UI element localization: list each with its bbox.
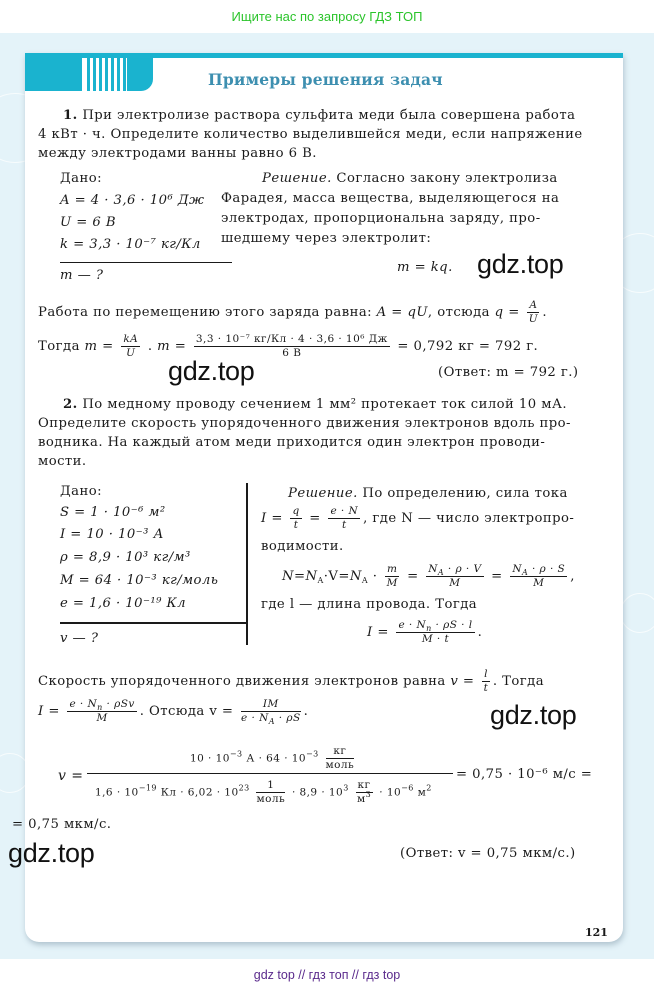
top-banner: Ищите нас по запросу ГДЗ ТОП — [0, 0, 654, 33]
solution-text: Согласно закону электролиза — [336, 171, 558, 186]
problem2-statement-line: мости. — [38, 454, 87, 469]
problem2-text: По медному проводу сечением 1 мм² протекает ток силой 10 мА. — [82, 397, 568, 412]
problem2-given-item: ρ = 8,9 · 10³ кг/м³ — [60, 550, 191, 565]
solution-text: По определению, сила тока — [362, 486, 568, 501]
work-line: Работа по перемещению этого заряда равна: A = qU, отсюда q = $\frac{A}{U}$ . — [38, 299, 548, 325]
problem1-given-item: A = 4 · 3,6 · 10⁶ Дж — [60, 193, 205, 208]
where-l-line: где l — длина провода. Тогда — [261, 597, 478, 612]
v-expression-line: I = $\frac{e \cdot N_n \cdot \rho Sv}{M}$ . Отсюда v = $\frac{IM}{e \cdot N_A \cdot \rho S}$ . — [38, 698, 309, 726]
header-stripe — [105, 53, 108, 91]
fraction-q-over-t: $\frac{q}{t}$ — [292, 505, 300, 531]
header-stripe — [99, 53, 102, 91]
fraction-ka-over-u: $\frac{kA}{U}$ — [123, 333, 139, 359]
current-definition: I = $\frac{q}{t}$ = $\frac{e \cdot N}{t}$ , где N — число электропро- — [261, 505, 575, 531]
problem2-answer: (Ответ: v = 0,75 мкм/с.) — [400, 846, 576, 861]
speed-line: Скорость упорядоченного движения электронов равна v = $\frac{l}{t}$ . Тогда — [38, 668, 545, 694]
problem2-given-item: M = 64 · 10⁻³ кг/моль — [60, 573, 219, 588]
i-formula: I = $\frac{e \cdot N_n \cdot \rho S \cdot l}{M \cdot t}$ . — [367, 619, 483, 645]
big-numerator: $10 \cdot 10^{-3}$ $А \cdot 64 \cdot 10^{-3}$ $\frac{кг}{\text{моль}}$ — [190, 745, 355, 771]
problem1-text: При электролизе раствора сульфита меди была совершена работа — [82, 108, 576, 123]
problem1-statement-line: между электродами ванны равно 6 В. — [38, 146, 317, 161]
header-bar — [25, 53, 623, 58]
header-stripe — [111, 53, 114, 91]
fraction-v-formula: $\frac{IM}{e \cdot N_A \cdot \rho S}$ — [241, 698, 301, 726]
problem1-answer: (Ответ: m = 792 г.) — [438, 365, 579, 380]
fraction-mass-calc: $\frac{\text{3,3 · 10⁻⁷ кг/Кл · 4 · 3,6 · 10⁶ Дж}}{6 В}$ — [195, 333, 388, 359]
watermark: gdz.top — [168, 356, 255, 386]
fraction-NApV-over-M: $\frac{N_A \cdot \rho \cdot V}{M}$ — [428, 563, 482, 589]
problem2-statement-line: Определите скорость упорядоченного движения электронов вдоль про- — [38, 416, 571, 431]
problem1-solution-line: электродах, пропорциональна заряду, про- — [221, 211, 541, 226]
problem2-find: v — ? — [60, 631, 99, 646]
bottom-banner: gdz top // гдз топ // гдз top — [0, 959, 654, 994]
header-stripe — [117, 53, 120, 91]
watermark: gdz.top — [477, 249, 564, 279]
header-block — [25, 53, 82, 91]
problem2-statement-line — [63, 396, 567, 413]
fraction-current-length: $\frac{e \cdot N_n \cdot \rho S \cdot l}{M \cdot t}$ — [398, 619, 473, 645]
then-mid: . m = — [147, 339, 187, 354]
speed-line-tail: . Тогда — [492, 674, 545, 689]
section-title: Примеры решения задач — [208, 70, 443, 89]
decorative-circle — [620, 593, 654, 633]
solution-label: Решение. — [262, 171, 332, 186]
given-divider — [60, 622, 247, 624]
fraction-l-over-t: $\frac{l}{t}$ — [483, 668, 489, 694]
v-equals: v = — [58, 768, 84, 784]
problem2-given-label: Дано: — [60, 484, 103, 499]
problem1-statement-line — [63, 107, 575, 124]
watermark: gdz.top — [8, 838, 95, 868]
fraction-kg-per-mol: $\frac{кг}{\text{моль}}$ — [325, 745, 355, 771]
problem2-given-item: S = 1 · 10⁻⁶ м² — [60, 505, 166, 520]
problem2-given-item: I = 10 · 10⁻³ А — [60, 527, 164, 542]
big-result: = 0,75 · 10⁻⁶ м/с = — [456, 767, 593, 782]
problem1-number: 1. — [63, 108, 78, 123]
problem2-number: 2. — [63, 397, 78, 412]
then-result: = 0,792 кг = 792 г. — [397, 339, 539, 354]
given-separator — [246, 483, 248, 645]
work-text: Работа по перемещению этого заряда равна: A = qU, отсюда q = — [38, 305, 520, 320]
big-fraction-bar — [87, 773, 453, 774]
n-formula: $N=N_A\cdot V=N_A$ · $\frac{m}{M}$ = $\frac{N_A \cdot \rho \cdot V}{M}$ = $\frac{N_A \cdot \rho \cdot S}{M}$ , — [282, 563, 575, 589]
formula-m-kq: m = kq. — [397, 260, 453, 275]
fraction-eN-over-t: $\frac{e \cdot N}{t}$ — [330, 505, 359, 531]
fraction-kg-per-m3: $\frac{кг}{м^3}$ — [356, 779, 372, 805]
big-denominator: $1,6 \cdot 10^{-19}$ Кл · $6,02 \cdot 10^{23}$ $\frac{1}{\text{моль}}$ · $8,9 \cdot 10^3$ $\frac{кг}{м^3}$ · $10^{-6}$ $м^2$ — [95, 779, 432, 805]
hence-text: . Отсюда v = — [139, 704, 234, 719]
problem2-given-item: e = 1,6 · 10⁻¹⁹ Кл — [60, 596, 186, 611]
fraction-current-speed: $\frac{e \cdot N_n \cdot \rho Sv}{M}$ — [69, 698, 135, 724]
fraction-NApS-over-M: $\frac{N_A \cdot \rho \cdot S}{M}$ — [512, 563, 566, 589]
header-stripe — [123, 53, 126, 91]
given-divider — [60, 262, 232, 263]
textbook-page — [8, 53, 623, 942]
fraction-1-per-mol: $\frac{1}{\text{моль}}$ — [256, 779, 286, 805]
problem1-solution-line: шедшему через электролит: — [221, 231, 432, 246]
fraction-m-over-M: $\frac{m}{M}$ — [386, 563, 398, 589]
watermark: gdz.top — [490, 700, 577, 730]
problem1-statement-line: 4 кВт · ч. Определите количество выделившейся меди, если напряжение — [38, 127, 583, 142]
problem1-solution-line: Фарадея, масса вещества, выделяющегося на — [221, 191, 560, 206]
page-number: 121 — [585, 926, 608, 939]
problem2-solution-line — [288, 485, 568, 502]
then-line — [38, 333, 538, 360]
problem1-given-item: k = 3,3 · 10⁻⁷ кг/Кл — [60, 237, 201, 252]
header-tail — [127, 53, 153, 91]
problem1-given-label: Дано: — [60, 171, 103, 186]
final-result: = 0,75 мкм/с. — [12, 817, 112, 832]
fraction-a-over-u: $\frac{A}{U}$ — [528, 299, 539, 325]
solution-label: Решение. — [288, 486, 358, 501]
problem1-solution-line — [262, 170, 558, 187]
problem1-find: m — ? — [60, 268, 104, 283]
problem1-given-item: U = 6 В — [60, 215, 116, 230]
current-def-tail: , где N — число электропро- — [363, 511, 575, 526]
header-stripe — [87, 53, 90, 91]
then-prefix: Тогда m = — [38, 339, 114, 354]
header-stripe — [93, 53, 96, 91]
problem2-statement-line: водника. На каждый атом меди приходится один электрон проводи- — [38, 435, 546, 450]
conductivity-line: водимости. — [261, 539, 344, 554]
